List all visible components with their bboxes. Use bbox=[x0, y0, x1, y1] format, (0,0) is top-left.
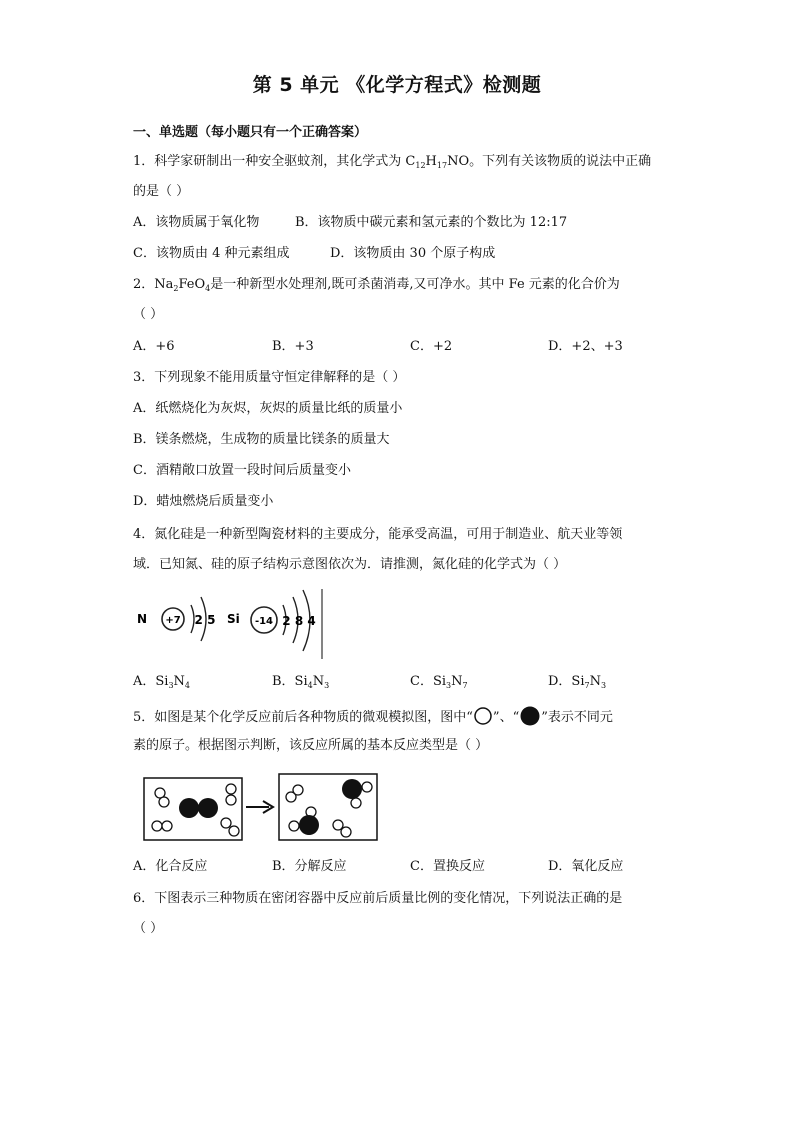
q4-b-si: B．Si bbox=[272, 674, 308, 689]
q5-text-a: 5．如图是某个化学反应前后各种物质的微观模拟图，图中“ bbox=[133, 710, 473, 725]
q4-option-b bbox=[272, 673, 329, 691]
q4-option-d bbox=[548, 673, 606, 691]
q3-stem: 3．下列现象不能用质量守恒定律解释的是（ ） bbox=[133, 370, 406, 385]
q5-option-c: C．置换反应 bbox=[410, 859, 485, 874]
n-symbol: N bbox=[137, 612, 148, 626]
q4-c-si: C．Si bbox=[410, 674, 447, 689]
q2-text-rest: 是一种新型水处理剂,既可杀菌消毒,又可净水。其中 Fe 元素的化合价为 bbox=[210, 277, 620, 292]
nitrogen-atom-diagram bbox=[137, 597, 215, 641]
si-nucleus-label: -14 bbox=[254, 616, 274, 627]
q4-b-sub2: 3 bbox=[324, 681, 330, 690]
section-heading: 一、单选题（每小题只有一个正确答案） bbox=[133, 125, 368, 140]
q2-option-a: A．+6 bbox=[133, 339, 175, 354]
silicon-atom-diagram bbox=[227, 589, 322, 659]
q1-option-d: D．该物质由 30 个原子构成 bbox=[330, 246, 496, 261]
q1-option-a: A．该物质属于氧化物 bbox=[133, 215, 260, 230]
q4-d-sub1: 7 bbox=[584, 681, 590, 690]
q2-stem-line2: （ ） bbox=[133, 307, 164, 322]
q1-sub-h: 17 bbox=[436, 161, 448, 170]
q4-b-sub1: 4 bbox=[307, 681, 313, 690]
q5-option-a: A．化合反应 bbox=[133, 859, 208, 874]
q5-option-b: B．分解反应 bbox=[272, 859, 347, 874]
q4-d-sub2: 3 bbox=[600, 681, 607, 690]
q2-stem-line1 bbox=[133, 276, 620, 294]
si-symbol: Si bbox=[227, 612, 240, 626]
q4-stem-line2: 域．已知氮、硅的原子结构示意图依次为．请推测，氮化硅的化学式为（ ） bbox=[133, 557, 567, 572]
q4-a-sub2: 4 bbox=[184, 681, 191, 690]
q4-option-c bbox=[410, 673, 468, 691]
q5-stem-line1 bbox=[133, 706, 613, 727]
white-atom bbox=[341, 827, 351, 837]
white-atom bbox=[333, 820, 343, 830]
q5-text-c: ”表示不同元 bbox=[541, 710, 613, 725]
after-reaction-box bbox=[279, 774, 377, 840]
black-atom bbox=[198, 798, 218, 818]
q5-stem-line2: 素的原子。根据图示判断，该反应所属的基本反应类型是（ ） bbox=[133, 738, 489, 753]
q2-sub-o: 4 bbox=[205, 284, 211, 293]
white-atom bbox=[226, 795, 236, 805]
reaction-arrow bbox=[246, 801, 273, 813]
black-atom bbox=[342, 779, 362, 799]
q4-a-si: A．Si bbox=[133, 674, 169, 689]
q2-text-fe: FeO bbox=[178, 277, 206, 292]
white-atom bbox=[162, 821, 172, 831]
q4-c-sub2: 7 bbox=[462, 681, 468, 690]
before-reaction-box bbox=[144, 778, 242, 840]
white-atom bbox=[293, 785, 303, 795]
q2-option-c: C．+2 bbox=[410, 339, 453, 354]
white-atom bbox=[152, 821, 162, 831]
white-atom bbox=[351, 798, 361, 808]
n-shell-1 bbox=[191, 605, 194, 633]
q2-option-b: B．+3 bbox=[272, 339, 314, 354]
page-title: 第 5 单元 《化学方程式》检测题 bbox=[252, 74, 542, 96]
atom-structure-figure bbox=[133, 585, 328, 661]
n-nucleus-label: +7 bbox=[165, 615, 181, 626]
white-atom-icon bbox=[473, 707, 493, 725]
q3-option-d: D．蜡烛燃烧后质量变小 bbox=[133, 494, 274, 509]
reaction-micro-diagram bbox=[143, 772, 381, 842]
white-atom bbox=[159, 797, 169, 807]
white-atom bbox=[229, 826, 239, 836]
q6-stem-line2: （ ） bbox=[133, 921, 164, 936]
q1-option-c: C．该物质由 4 种元素组成 bbox=[133, 246, 290, 261]
n-shell-electrons: 2 5 bbox=[194, 613, 216, 627]
q3-option-a: A．纸燃烧化为灰烬，灰烬的质量比纸的质量小 bbox=[133, 401, 403, 416]
white-atom bbox=[226, 784, 236, 794]
q5-option-d: D．氧化反应 bbox=[548, 859, 624, 874]
q2-text-na: 2．Na bbox=[133, 277, 174, 292]
q4-c-sub1: 3 bbox=[446, 681, 452, 690]
q4-a-n: N bbox=[173, 674, 185, 689]
q1-option-b: B．该物质中碳元素和氢元素的个数比为 12:17 bbox=[295, 215, 568, 230]
q1-sub-c: 12 bbox=[415, 161, 426, 170]
white-atom bbox=[362, 782, 372, 792]
q5-text-b: ”、“ bbox=[492, 710, 520, 725]
q1-stem-line1 bbox=[133, 153, 651, 171]
black-atom-icon bbox=[519, 706, 541, 726]
q4-a-sub1: 3 bbox=[168, 681, 174, 690]
si-shell-electrons: 2 8 4 bbox=[282, 614, 316, 628]
q2-sub-na: 2 bbox=[173, 284, 179, 293]
q3-option-b: B．镁条燃烧，生成物的质量比镁条的质量大 bbox=[133, 432, 390, 447]
black-atom bbox=[299, 815, 319, 835]
q4-d-si: D．Si bbox=[548, 674, 585, 689]
q4-b-n: N bbox=[312, 674, 325, 689]
q3-option-c: C．酒精敞口放置一段时间后质量变小 bbox=[133, 463, 351, 478]
q4-c-n: N bbox=[451, 674, 463, 689]
black-atom bbox=[179, 798, 199, 818]
white-atom bbox=[221, 818, 231, 828]
q2-option-d: D．+2、+3 bbox=[548, 339, 623, 354]
q1-text-h: H bbox=[425, 154, 437, 169]
q1-text-b: NO。下列有关该物质的说法中正确 bbox=[447, 154, 652, 169]
q1-stem-line2: 的是（ ） bbox=[133, 184, 190, 199]
q6-stem-line1: 6．下图表示三种物质在密闭容器中反应前后质量比例的变化情况，下列说法正确的是 bbox=[133, 891, 623, 906]
q4-option-a bbox=[133, 673, 190, 691]
white-atom bbox=[289, 821, 299, 831]
q4-stem-line1: 4．氮化硅是一种新型陶瓷材料的主要成分，能承受高温，可用于制造业、航天业等领 bbox=[133, 527, 623, 542]
q4-d-n: N bbox=[589, 674, 601, 689]
q1-text-a: 1．科学家研制出一种安全驱蚊剂，其化学式为 C bbox=[133, 154, 416, 169]
